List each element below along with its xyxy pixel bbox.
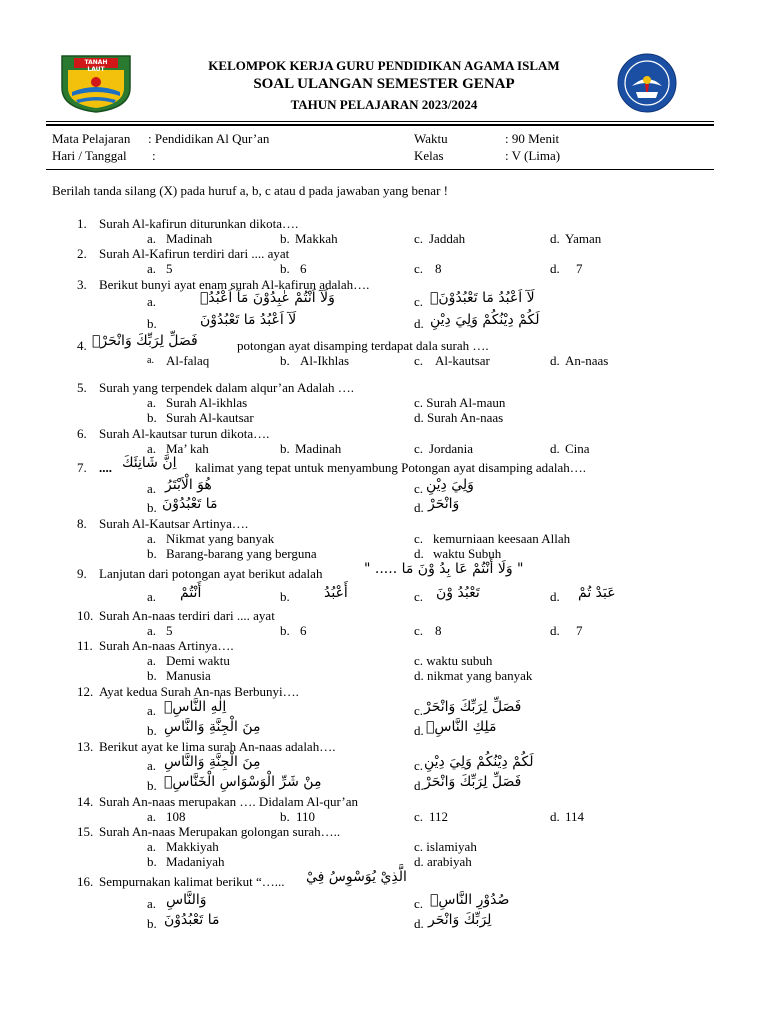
answers-q12-row2	[0, 719, 768, 738]
option-b-letter: b.	[147, 854, 157, 869]
question-number: 11.	[77, 638, 93, 653]
option-b[interactable]: مِنْ شَرِّ الْوَسْوَاسِ الْخَنَّاسِۖ	[164, 774, 322, 790]
question-text: Sempurnakan kalimat berikut “…...	[99, 874, 285, 889]
option-b[interactable]: Madinah	[295, 441, 342, 456]
question-number: 6.	[77, 426, 87, 441]
question-text: potongan ayat disamping terdapat dala surah ….	[237, 338, 489, 353]
time-value: : 90 Menit	[505, 131, 560, 146]
option-a-letter: a.	[147, 481, 157, 496]
question-arabic: " وَلَا أَنْتُمْ عَا بِدُ وْنَ مَا ..... "	[364, 561, 524, 577]
option-d[interactable]: 7	[576, 261, 583, 276]
option-d[interactable]: مَلِكِ النَّاسِۙ	[426, 719, 497, 735]
option-a[interactable]: Demi waktu	[166, 653, 230, 668]
answers-q5-row1	[0, 395, 768, 410]
question-1	[0, 216, 768, 231]
option-d[interactable]: d. Surah An-naas	[414, 410, 504, 425]
question-8	[0, 516, 768, 531]
answers-q13-row2	[0, 774, 768, 793]
option-d-letter: d.	[414, 916, 424, 931]
option-b[interactable]: Barang-barang yang berguna	[166, 546, 317, 561]
option-a-letter: a.	[147, 395, 157, 410]
option-d[interactable]: Yaman	[565, 231, 602, 246]
question-text: Lanjutan dari potongan ayat berikut adalah	[99, 566, 323, 581]
logo-caption: TANAH LAUT	[84, 59, 108, 73]
option-a[interactable]: Madinah	[166, 231, 213, 246]
option-a[interactable]: Surah Al-ikhlas	[166, 395, 248, 410]
option-b[interactable]: مَا تَعْبُدُوْنَ	[164, 912, 220, 928]
question-number: 4.	[77, 338, 87, 353]
option-d-letter: d.	[550, 231, 560, 246]
question-text: Ayat kedua Surah An-nas Berbunyi….	[99, 684, 299, 699]
option-c-letter: c.	[414, 261, 424, 276]
question-11	[0, 638, 768, 653]
option-b-letter: b.	[147, 668, 157, 683]
option-a[interactable]: Al-falaq	[166, 353, 210, 368]
answers-q13-row1	[0, 754, 768, 773]
answers-q8-row2	[0, 546, 768, 561]
answers-q9	[0, 585, 768, 604]
option-b-letter: b.	[280, 441, 290, 456]
question-3	[0, 277, 768, 292]
option-a[interactable]: وَلَآ اَنْتُمْ عٰبِدُوْنَ مَآ اَعْبُدُۗ	[200, 290, 335, 306]
instruction: Berilah tanda silang (X) pada huruf a, b, c atau d pada jawaban yang benar !	[52, 183, 448, 198]
question-5	[0, 380, 768, 395]
subject-value: : Pendidikan Al Qur’an	[148, 131, 270, 146]
answers-q16-row1	[0, 892, 768, 911]
answers-q15-row2	[0, 854, 768, 869]
question-6	[0, 426, 768, 441]
question-number: 16.	[77, 874, 94, 889]
option-a[interactable]: Nikmat yang banyak	[166, 531, 275, 546]
option-c-letter: c.	[414, 231, 424, 246]
option-b-letter: b.	[147, 410, 157, 425]
option-c[interactable]: 112	[429, 809, 449, 824]
answers-q3-row2	[0, 312, 768, 331]
option-a-letter: a.	[147, 531, 157, 546]
option-c[interactable]: c. islamiyah	[414, 839, 477, 854]
option-b-letter: b.	[280, 261, 290, 276]
question-number: 15.	[77, 824, 94, 839]
option-c-letter: c.	[414, 703, 424, 718]
question-text: Surah An-naas merupakan …. Didalam Al-qur’an	[99, 794, 358, 809]
option-b-letter: b.	[147, 500, 157, 515]
option-b[interactable]: Makkah	[295, 231, 338, 246]
answers-q3-row1	[0, 290, 768, 309]
question-number: 12.	[77, 684, 94, 699]
option-d-letter: d.	[550, 809, 560, 824]
question-number: 10.	[77, 608, 94, 623]
option-a-letter: a.	[147, 441, 157, 456]
answers-q2	[0, 261, 768, 276]
answers-q10	[0, 623, 768, 638]
question-13	[0, 739, 768, 754]
answers-q11-row2	[0, 668, 768, 683]
question-text: Surah Al-Kafirun terdiri dari .... ayat	[99, 246, 290, 261]
option-d[interactable]: Cina	[565, 441, 590, 456]
option-a-letter: a.	[147, 294, 157, 309]
answers-q14	[0, 809, 768, 824]
question-number: 3.	[77, 277, 87, 292]
option-d[interactable]: عَبَدْ تُمْ	[578, 585, 616, 601]
question-text: Surah Al-kautsar turun dikota….	[99, 426, 270, 441]
question-16	[0, 869, 768, 889]
option-c[interactable]: Jordania	[429, 441, 474, 456]
option-d[interactable]: An-naas	[565, 353, 609, 368]
question-text: Surah yang terpendek dalam alqur’an Adalah ….	[99, 380, 354, 395]
question-number: 9.	[77, 566, 87, 581]
option-c[interactable]: 8	[435, 623, 442, 638]
option-b[interactable]: Madaniyah	[166, 854, 225, 869]
option-c-letter: c.	[414, 294, 424, 309]
question-12	[0, 684, 768, 699]
exam-title: SOAL ULANGAN SEMESTER GENAP	[253, 76, 515, 92]
option-c-letter: c.	[414, 809, 424, 824]
option-c[interactable]: c. waktu subuh	[414, 653, 493, 668]
option-d-letter: d.	[414, 778, 424, 793]
option-a[interactable]: اِلٰهِ النَّاسِۙ	[164, 699, 227, 715]
option-b[interactable]: Al-Ikhlas	[300, 353, 350, 368]
question-text: Berikut bunyi ayat enam surah Al-kafirun adalah….	[99, 277, 370, 292]
option-a-letter: a.	[147, 231, 157, 246]
question-4	[0, 333, 768, 353]
answers-q7-row2	[0, 496, 768, 515]
question-text: Surah An-naas Merupakan golongan surah…..	[99, 824, 341, 839]
option-d[interactable]: لَكُمْ دِيْنُكُمْ وَلِيَ دِيْنِ	[430, 312, 540, 328]
option-a[interactable]: أَنْتُمْ	[180, 585, 202, 601]
question-number: 14.	[77, 794, 94, 809]
option-d[interactable]: فَصَلِّ لِرَبِّكَ وَانْحَرْ	[424, 774, 522, 790]
option-d-letter: d.	[550, 589, 560, 604]
question-14	[0, 794, 768, 809]
question-text: Surah An-naas Artinya….	[99, 638, 234, 653]
option-d-letter: d.	[550, 261, 560, 276]
option-a-letter: a.	[147, 758, 157, 773]
option-c-letter: c.	[414, 531, 424, 546]
option-a-letter: a.	[147, 355, 154, 366]
option-c[interactable]: تَعْبُدُ وْنَ	[436, 585, 480, 601]
option-c[interactable]: صُدُوْرِ النَّاسِۙ	[430, 892, 510, 908]
option-d[interactable]: d. nikmat yang banyak	[414, 668, 533, 683]
org-name: KELOMPOK KERJA GURU PENDIDIKAN AGAMA ISLAM	[208, 58, 560, 73]
option-b[interactable]: 110	[296, 809, 316, 824]
question-text: Berikut ayat ke lima surah An-naas adalah….	[99, 739, 336, 754]
option-c-letter: c.	[414, 896, 424, 911]
option-b[interactable]: Surah Al-kautsar	[166, 410, 254, 425]
option-d-letter: d.	[550, 353, 560, 368]
option-c-letter: c.	[414, 481, 424, 496]
answers-q1	[0, 231, 768, 246]
option-b[interactable]: أَعْبُدُ	[324, 585, 348, 601]
question-15	[0, 824, 768, 839]
option-b-letter: b.	[147, 546, 157, 561]
question-9	[0, 561, 768, 581]
header-divider	[46, 121, 714, 122]
option-c[interactable]: kemurniaan keesaan Allah	[433, 531, 571, 546]
option-b-letter: b.	[280, 623, 290, 638]
question-number: 1.	[77, 216, 87, 231]
question-arabic: الَّذِيْ يُوَسْوِسُ فِيْ	[306, 869, 407, 885]
option-b-letter: b.	[147, 916, 157, 931]
option-c-letter: c.	[414, 758, 424, 773]
option-c-letter: c.	[414, 623, 424, 638]
option-d[interactable]: waktu Subuh	[433, 546, 502, 561]
option-d-letter: d.	[550, 441, 560, 456]
option-c[interactable]: Jaddah	[429, 231, 466, 246]
answers-q8-row1	[0, 531, 768, 546]
option-d-letter: d.	[414, 500, 424, 515]
question-10	[0, 608, 768, 623]
option-b-letter: b.	[280, 589, 290, 604]
option-b-letter: b.	[280, 809, 290, 824]
answers-q15-row1	[0, 839, 768, 854]
option-c-letter: c.	[414, 441, 424, 456]
option-b[interactable]: مِنَ الْجِنَّةِ وَالنَّاسِ	[164, 719, 261, 735]
option-c[interactable]: وَلِيَ دِيْنِ	[426, 477, 474, 493]
option-d[interactable]: وَانْحَرْ	[428, 496, 460, 512]
option-c[interactable]: فَصَلِّ لِرَبِّكَ وَانْحَرْ	[424, 699, 522, 715]
option-a-letter: a.	[147, 623, 157, 638]
option-d-letter: d.	[414, 546, 424, 561]
option-a-letter: a.	[147, 261, 157, 276]
option-b-letter: b.	[280, 231, 290, 246]
option-b-letter: b.	[147, 316, 157, 331]
option-b[interactable]: لَآ اَعْبُدُ مَا تَعْبُدُوْنَ	[200, 312, 297, 328]
option-d[interactable]: 114	[565, 809, 585, 824]
option-a[interactable]: 108	[166, 809, 186, 824]
option-b[interactable]: Manusia	[166, 668, 211, 683]
option-c[interactable]: c. Surah Al-maun	[414, 395, 506, 410]
option-a[interactable]: مِنَ الْجِنَّةِ وَالنَّاسِ	[164, 754, 261, 770]
option-d[interactable]: 7	[576, 623, 583, 638]
option-b[interactable]: 6	[300, 261, 307, 276]
time-label: Waktu	[414, 131, 448, 146]
academic-year: TAHUN PELAJARAN 2023/2024	[290, 97, 478, 112]
option-b[interactable]: 6	[300, 623, 307, 638]
date-label: Hari / Tanggal	[52, 148, 127, 163]
option-d[interactable]: لِرَبِّكَ وَانْحَر	[428, 912, 492, 928]
date-value: :	[152, 148, 156, 163]
option-a-letter: a.	[147, 839, 157, 854]
answers-q16-row2	[0, 912, 768, 931]
question-number: 8.	[77, 516, 87, 531]
option-b-letter: b.	[280, 353, 290, 368]
question-text: Surah Al-kafirun diturunkan dikota….	[99, 216, 299, 231]
option-a-letter: a.	[147, 589, 157, 604]
answers-q5-row2	[0, 410, 768, 425]
option-a-letter: a.	[147, 809, 157, 824]
answers-q6	[0, 441, 768, 456]
answers-q4	[0, 353, 768, 368]
question-dots: ....	[99, 460, 112, 475]
answers-q12-row1	[0, 699, 768, 718]
option-c[interactable]: 8	[435, 261, 442, 276]
option-d-letter: d.	[414, 723, 424, 738]
question-arabic: اِنَّ شَانِئَكَ	[122, 455, 177, 471]
question-7	[0, 455, 768, 475]
option-a[interactable]: Ma’ kah	[166, 441, 209, 456]
option-a[interactable]: هُوَ الْاَبْتَرُ	[165, 477, 212, 493]
question-number: 13.	[77, 739, 94, 754]
answers-q11-row1	[0, 653, 768, 668]
option-c-letter: c.	[414, 353, 424, 368]
option-b[interactable]: مَا تَعْبُدُوْنَ	[162, 496, 218, 512]
question-number: 5.	[77, 380, 87, 395]
option-d[interactable]: d. arabiyah	[414, 854, 472, 869]
option-a[interactable]: 5	[166, 261, 173, 276]
option-c-letter: c.	[414, 589, 424, 604]
option-a-letter: a.	[147, 896, 157, 911]
question-text: Surah An-naas terdiri dari .... ayat	[99, 608, 275, 623]
option-a-letter: a.	[147, 653, 157, 668]
option-b-letter: b.	[147, 778, 157, 793]
option-a[interactable]: Makkiyah	[166, 839, 219, 854]
question-text: kalimat yang tepat untuk menyambung Potongan ayat disamping adalah….	[195, 460, 586, 475]
option-c[interactable]: لَآ اَعْبُدُ مَا تَعْبُدُوْنَۙ	[430, 290, 535, 306]
option-a[interactable]: 5	[166, 623, 173, 638]
subject-label: Mata Pelajaran	[52, 131, 131, 146]
option-d-letter: d.	[550, 623, 560, 638]
question-arabic: فَصَلِّ لِرَبِّكَ وَانْحَرْۗ	[92, 333, 198, 349]
option-b-letter: b.	[147, 723, 157, 738]
info-divider	[46, 169, 714, 170]
question-2	[0, 246, 768, 261]
question-number: 7.	[77, 460, 87, 475]
header-divider-bold	[46, 124, 714, 126]
class-label: Kelas	[414, 148, 444, 163]
option-a[interactable]: وَالنَّاسِ	[166, 892, 207, 908]
option-c[interactable]: Al-kautsar	[435, 353, 490, 368]
option-a-letter: a.	[147, 703, 157, 718]
question-number: 2.	[77, 246, 87, 261]
answers-q7-row1	[0, 477, 768, 496]
option-d-letter: d.	[414, 316, 424, 331]
question-text: Surah Al-Kautsar Artinya….	[99, 516, 249, 531]
option-c[interactable]: لَكُمْ دِيْنُكُمْ وَلِيَ دِيْنِ	[424, 754, 534, 770]
class-value: : V (Lima)	[505, 148, 561, 163]
